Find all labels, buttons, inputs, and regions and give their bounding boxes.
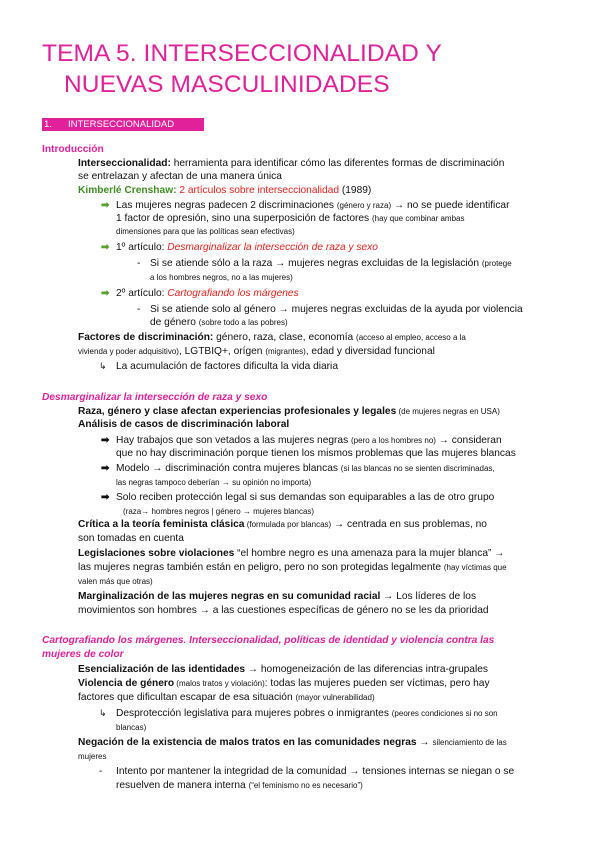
section-heading <box>42 118 204 131</box>
case-3-line-1: Solo reciben protección legal si sus demandas son equiparables a las de otro grupo <box>116 492 495 503</box>
bullet-2-sub-line-1: Si se atiende sólo a la raza → mujeres negras excluidas de la legislación (protege <box>150 258 512 269</box>
hook-arrow-icon: ↳ <box>99 361 107 371</box>
essentialization-line: Esencialización de las identidades → homogeneización de las diferencias intra-grupales <box>78 664 488 675</box>
factors-line-2: vivienda y poder adquisitivo), LGTBIQ+, orígen (migrantes), edad y diversidad funcional <box>78 346 435 357</box>
arrow-bullet-icon: ➡ <box>101 288 110 299</box>
bullet-3-sub-line-2: de género (sobre todo a las pobres) <box>150 317 288 328</box>
marginalization-line-2: movimientos son hombres → a las cuestiones específicas de género no se les da prioridad <box>78 605 489 616</box>
critique-line-1: Crítica a la teoría feminista clásica (formulada por blancas) → centrada en sus problemas, no <box>78 519 487 530</box>
denial-line-2: mujeres <box>78 752 107 761</box>
denial-sub-line-2: resuelven de manera interna (“el feminismo no es necesario”) <box>116 780 363 791</box>
denial-sub-line-1: Intento por mantener la integridad de la comunidad → tensiones internas se niegan o se <box>116 766 515 777</box>
arrow-bullet-icon: ➡ <box>101 492 110 503</box>
factors-sub: La acumulación de factores dificulta la vida diaria <box>116 361 338 372</box>
hook-arrow-icon: ↳ <box>99 708 107 718</box>
violence-sub-line-2: blancas) <box>116 723 147 732</box>
bullet-1-line-3: dimensiones para que las políticas sean efectivas) <box>116 227 295 236</box>
legislation-line-1: Legislaciones sobre violaciones “el hombre negro es una amenaza para la mujer blanca” → <box>78 548 505 559</box>
legislation-line-2: las mujeres negras también están en peligro, pero no son protegidas legalmente (hay víctimas que <box>78 562 507 573</box>
case-1-line-2: que no hay discriminación porque tienen los mismos problemas que las mujeres blancas <box>116 448 516 459</box>
arrow-bullet-icon: ➡ <box>101 200 110 211</box>
dash-bullet: - <box>137 304 141 315</box>
definition-line-1: Interseccionalidad: herramienta para identificar cómo las diferentes formas de discriminación <box>78 158 505 169</box>
bullet-1-line-1: Las mujeres negras padecen 2 discriminaciones (género y raza) → no se puede identificar <box>116 200 510 211</box>
crenshaw-line: Kimberlé Crenshaw: 2 artículos sobre interseccionalidad (1989) <box>78 185 372 196</box>
carto-heading-line-2: mujeres de color <box>42 649 124 660</box>
factors-line-1: Factores de discriminación: género, raza, clase, economía (acceso al empleo, acceso a la <box>78 332 466 343</box>
denial-line-1: Negación de la existencia de malos tratos en las comunidades negras → silenciamiento de las <box>78 737 507 748</box>
bullet-2-sub-line-2: a los hombres negros, no a las mujeres) <box>150 273 293 282</box>
violence-line-2: factores que dificultan escapar de esa situación (mayor vulnerabilidad) <box>78 692 375 703</box>
case-1-line-1: Hay trabajos que son vetados a las mujeres negras (pero a los hombres no) → consideran <box>116 435 502 446</box>
bullet-2: 1º artículo: Desmarginalizar la intersección de raza y sexo <box>116 242 378 253</box>
section-number: 1. <box>44 119 52 130</box>
case-2-line-2: las negras tampoco deberían → su opinión no importa) <box>116 478 312 487</box>
bullet-3: 2º artículo: Cartografiando los márgenes <box>116 288 299 299</box>
carto-heading-line-1: Cartografiando los márgenes. Interseccionalidad, políticas de identidad y violencia contra las <box>42 635 495 646</box>
marginalization-line-1: Marginalización de las mujeres negras en su comunidad racial → Los líderes de los <box>78 591 477 602</box>
violence-sub-line-1: Desprotección legislativa para mujeres pobres o inmigrantes (peores condiciones si no son <box>116 708 498 719</box>
intro-heading: Introducción <box>42 144 104 155</box>
dash-bullet: - <box>99 766 103 777</box>
section-label: INTERSECCIONALIDAD <box>68 119 175 130</box>
legislation-line-3: valen más que otras) <box>78 577 153 586</box>
case-3-line-2: (raza→ hombres negros | género → mujeres blancas) <box>123 507 315 516</box>
violence-line-1: Violencia de género (malos tratos y violación): todas las mujeres pueden ser víctimas, pero hay <box>78 678 490 689</box>
case-2-line-1: Modelo → discriminación contra mujeres blancas (si las blancas no se sienten discriminadas, <box>116 463 495 474</box>
critique-line-2: son tomadas en cuenta <box>78 533 184 544</box>
title-line-1: TEMA 5. INTERSECCIONALIDAD Y <box>42 40 442 67</box>
bullet-1-line-2: 1 factor de opresión, sino una superposición de factores (hay que combinar ambas <box>116 213 465 224</box>
arrow-bullet-icon: ➡ <box>101 242 110 253</box>
arrow-bullet-icon: ➡ <box>101 463 110 474</box>
dash-bullet: - <box>137 258 141 269</box>
desmarg-line-2: Análisis de casos de discriminación laboral <box>78 419 290 430</box>
desmarg-line-1: Raza, género y clase afectan experiencias profesionales y legales (de mujeres negras en USA) <box>78 406 500 417</box>
arrow-bullet-icon: ➡ <box>101 435 110 446</box>
page-title <box>42 38 442 100</box>
title-line-2: NUEVAS MASCULINIDADES <box>64 71 390 98</box>
desmarg-heading: Desmarginalizar la intersección de raza y sexo <box>42 392 268 403</box>
definition-line-2: se entrelazan y afectan de una manera única <box>78 171 282 182</box>
bullet-3-sub-line-1: Si se atiende solo al género → mujeres negras excluidas de la ayuda por violencia <box>150 304 523 315</box>
